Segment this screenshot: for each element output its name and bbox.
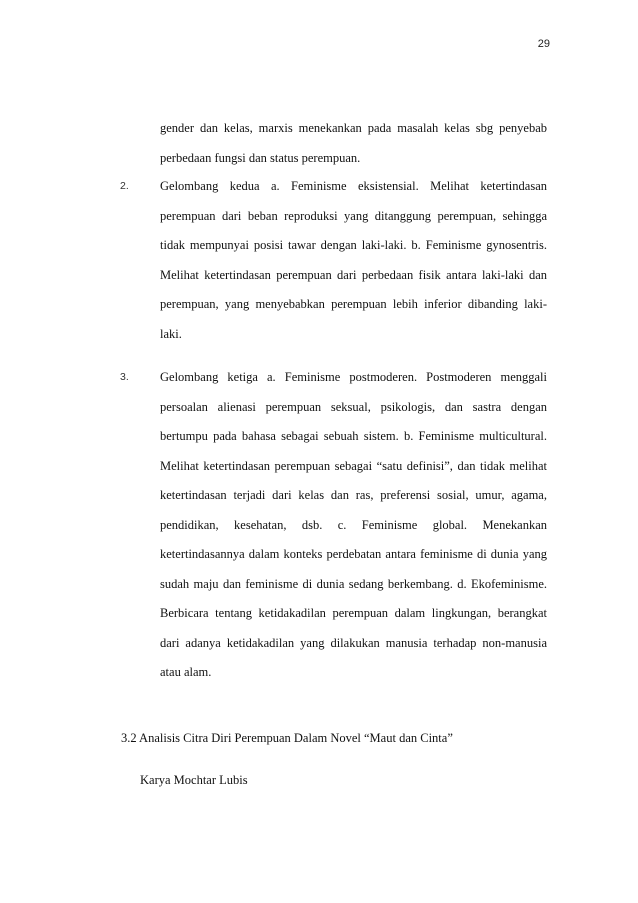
section-subheading: Karya Mochtar Lubis bbox=[140, 773, 248, 787]
list-item-number: 3. bbox=[120, 371, 129, 383]
list-item-text: Gelombang ketiga a. Feminisme postmoderen. Postmoderen menggali persoalan alienasi perempuan seksual, psikologis, dan sastra dengan bertumpu pada bahasa sebagai sebuah sistem. b. Feminisme multicultural. Melihat ketertindasan perempuan sebagai “satu definisi”, dan tidak melihat ketertindasan terjadi dari kelas dan ras, preferensi sosial, umur, agama, pendidikan, kesehatan, dsb. c. Feminisme global. Menekankan ketertindasannya dalam konteks perdebatan antara feminisme di dunia yang sudah maju dan feminisme di dunia sedang berkembang. d. Ekofeminisme. Berbicara tentang ketidakadilan perempuan dalam lingkungan, berangkat dari adanya ketidakadilan yang dilakukan manusia terhadap non-manusia atau alam. bbox=[160, 370, 547, 679]
list-item-number: 2. bbox=[120, 180, 129, 192]
list-item-text: Gelombang kedua a. Feminisme eksistensial. Melihat ketertindasan perempuan dari beban reproduksi yang ditanggung perempuan, sehingga tidak mempunyai posisi tawar dengan laki-laki. b. Feminisme gynosentris. Melihat ketertindasan perempuan dari perbedaan fisik antara laki-laki dan perempuan, yang menyebabkan perempuan lebih inferior dibanding laki-laki. bbox=[160, 179, 547, 341]
continuation-paragraph: gender dan kelas, marxis menekankan pada masalah kelas sbg penyebab perbedaan fungsi dan status perempuan. bbox=[160, 121, 547, 165]
section-heading: 3.2 Analisis Citra Diri Perempuan Dalam Novel “Maut dan Cinta” bbox=[121, 731, 453, 745]
page-number: 29 bbox=[537, 38, 550, 50]
